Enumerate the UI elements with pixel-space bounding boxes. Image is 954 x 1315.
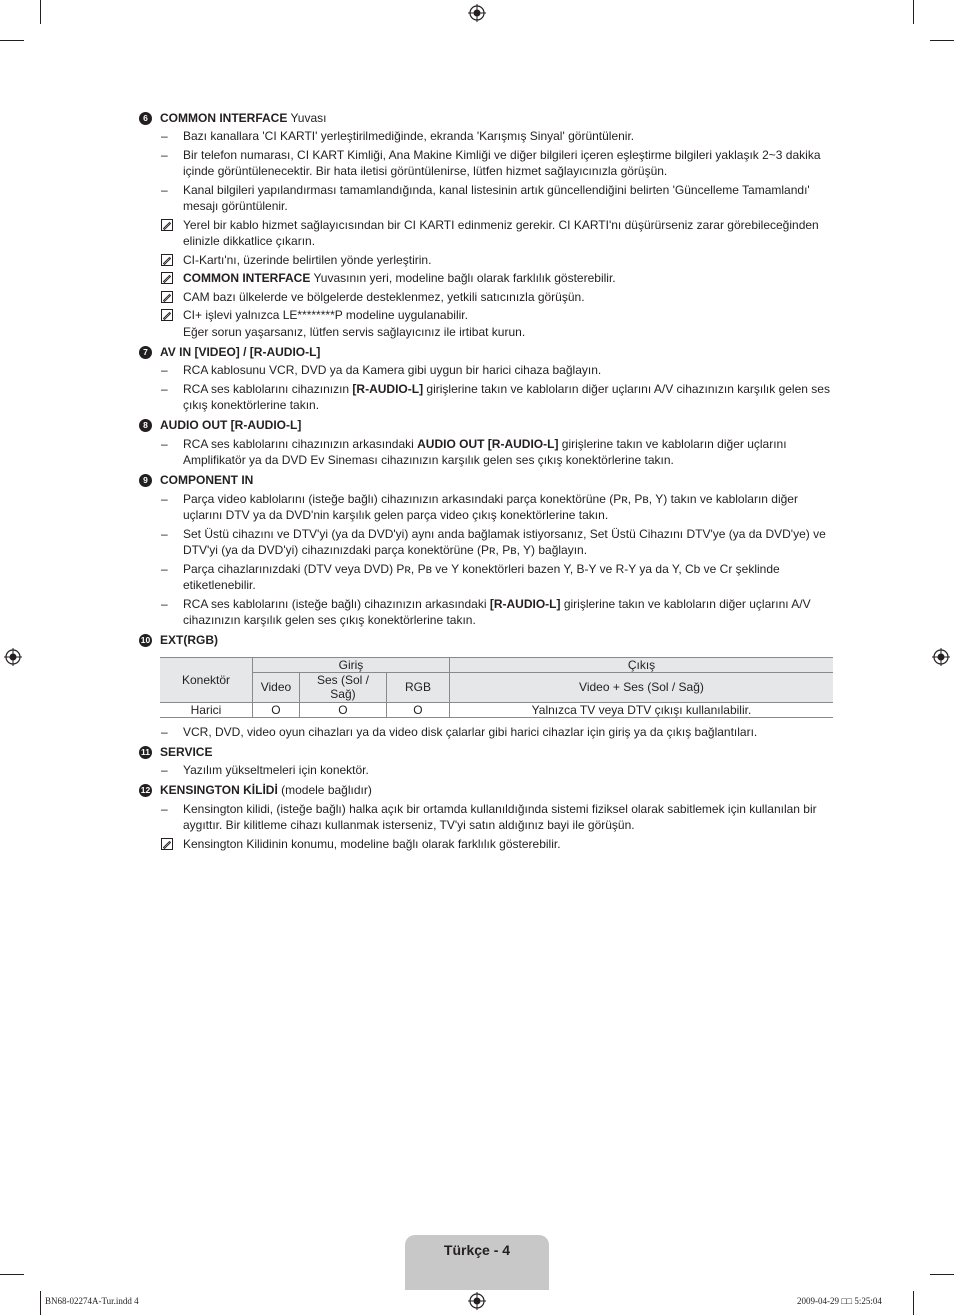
registration-mark-icon — [932, 648, 950, 666]
section-title-text: COMPONENT IN — [160, 473, 254, 488]
section-title-suffix: Yuvası — [287, 110, 327, 125]
section-heading — [139, 744, 839, 760]
dash-bullet: – — [161, 381, 168, 396]
section-number-badge: 11 — [141, 746, 150, 757]
dash-bullet: – — [161, 724, 168, 739]
crop-mark — [930, 1274, 954, 1275]
item-text — [183, 253, 431, 267]
item-text-main: Kensington Kilidinin konumu, modeline bağlı olarak farklılık gösterebilir. — [183, 836, 561, 851]
header-cikis: Çıkış — [449, 657, 833, 672]
section-number-badge: 12 — [140, 785, 151, 796]
item-text — [183, 308, 525, 339]
table-cell-ses: O — [299, 702, 386, 717]
section-heading — [139, 783, 839, 799]
item-text-bold: COMMON INTERFACE — [183, 271, 311, 285]
item-text — [183, 562, 780, 593]
list-item — [139, 724, 839, 741]
note-icon — [161, 272, 173, 284]
dash-bullet: – — [161, 561, 168, 576]
list-item — [139, 381, 839, 414]
item-text-bold: AUDIO OUT [R-AUDIO-L] — [417, 436, 559, 451]
crop-mark — [0, 40, 24, 41]
registration-mark-icon — [4, 648, 22, 666]
item-text-pre: RCA ses kablolarını cihazınızın — [183, 381, 353, 396]
list-item — [139, 147, 839, 180]
note-item — [139, 836, 839, 853]
file-slug: BN68-02274A-Tur.indd 4 — [45, 1296, 139, 1306]
note-icon — [161, 838, 173, 850]
header-video: Video — [252, 672, 299, 702]
item-text-main: Set Üstü cihazını ve DTV'yi (ya da DVD'yi) aynı anda bağlamak istiyorsanız, Set Üstü Cihazını DTV'ye (ya da DVD'ye) ve DTV'yi (ya da DVD'yi) cihazınızdaki parça konektörüne (Pʀ, Pʙ, Y) bağlayın. — [183, 526, 826, 557]
page-label: Türkçe - 4 — [443, 1242, 511, 1258]
section-title-suffix: (modele bağlıdır) — [277, 783, 372, 798]
item-text — [183, 290, 585, 304]
list-item — [139, 596, 839, 629]
section-number-badge: 6 — [139, 112, 152, 125]
item-text — [183, 492, 798, 523]
dash-bullet: – — [161, 182, 168, 197]
dash-bullet: – — [161, 147, 168, 162]
crop-mark — [913, 1291, 914, 1315]
item-text-main: girişlerine takın ve kabloların diğer uçlarını Amplifikatör ya da DVD Ev Sineması cihazınızın karşılık gelen ses çıkış konektörlerine takın. — [183, 436, 787, 467]
header-out: Video + Ses (Sol / Sağ) — [449, 672, 833, 702]
table-row-name: Harici — [160, 702, 252, 717]
section-title-text: AUDIO OUT [R-AUDIO-L] — [160, 418, 302, 433]
item-text — [183, 802, 817, 833]
crop-mark — [40, 0, 41, 24]
item-text-main: Yerel bir kablo hizmet sağlayıcısından bir CI KARTI edinmeniz gerekir. CI KARTI'nı düşürürseniz zarar görebileceğinden elinizle dikkatlice çıkarın. — [183, 217, 819, 248]
table-cell-video: O — [252, 702, 299, 717]
header-ses: Ses (Sol / Sağ) — [299, 672, 386, 702]
dash-bullet: – — [161, 596, 168, 611]
item-text-main: girişlerine takın ve kabloların diğer uçlarını A/V cihazınızın karşılık gelen ses çıkış konektörlerine takın. — [183, 381, 830, 412]
list-item — [139, 362, 839, 379]
item-text — [183, 271, 616, 285]
note-item — [139, 289, 839, 306]
section-title-text: COMMON INTERFACE — [160, 110, 288, 125]
note-icon — [161, 254, 173, 266]
section-title-text: KENSINGTON KİLİDİ — [160, 783, 278, 798]
note-item — [139, 252, 839, 269]
note-icon — [161, 291, 173, 303]
item-text — [183, 382, 830, 413]
list-item — [139, 436, 839, 469]
item-text — [183, 129, 634, 143]
section-title — [160, 417, 301, 434]
list-item — [139, 762, 839, 779]
item-text-main: Yuvasının yeri, modeline bağlı olarak farklılık gösterebilir. — [310, 271, 616, 285]
item-text — [183, 725, 757, 739]
dash-bullet: – — [161, 363, 168, 377]
item-text — [183, 363, 601, 377]
note-icon — [161, 309, 173, 321]
section-number-badge: 9 — [139, 474, 152, 487]
item-text-bold: [R-AUDIO-L] — [352, 381, 424, 396]
list-item — [139, 491, 839, 524]
header-rgb: RGB — [386, 672, 449, 702]
section-title — [160, 632, 218, 649]
crop-mark — [930, 40, 954, 41]
item-text-main: Kanal bilgileri yapılandırması tamamlandığında, kanal listesinin artık güncellendiğini belirten 'Güncelleme Tamamlandı' mesajı görüntülenir. — [183, 182, 810, 213]
item-text-main: Bir telefon numarası, CI KART Kimliği, Ana Makine Kimliği ve diğer bilgileri içeren eşleştirme bilgileri yaklaşık 2~3 dakika içinde görüntülenecektir. Bir hata iletisi görüntülenirse, lütfen hizmet sağlayıcınızla görüşün. — [183, 147, 821, 178]
note-item — [139, 307, 839, 340]
item-text — [183, 837, 561, 851]
section-heading — [139, 633, 839, 649]
page-number-tab — [405, 1235, 549, 1290]
item-text — [183, 183, 810, 214]
item-text — [183, 218, 819, 249]
section-title — [160, 110, 326, 127]
section-heading — [139, 418, 839, 434]
section-title-text: EXT(RGB) — [160, 633, 218, 648]
document-body — [139, 110, 839, 854]
table-cell-out: Yalnızca TV veya DTV çıkışı kullanılabilir. — [449, 702, 833, 717]
section-number-badge: 10 — [140, 635, 151, 646]
item-text — [183, 763, 369, 777]
item-text — [183, 597, 811, 628]
date-slug: 2009-04-29 □□ 5:25:04 — [797, 1296, 882, 1306]
item-text-bold: [R-AUDIO-L] — [489, 596, 561, 611]
section-number-badge: 7 — [139, 346, 152, 359]
item-text-main: VCR, DVD, video oyun cihazları ya da video disk çalarlar gibi harici cihazlar için giriş ya da çıkış bağlantıları. — [183, 724, 758, 739]
item-text-pre: RCA ses kablolarını cihazınızın arkasındaki — [183, 436, 418, 451]
item-text-main: CAM bazı ülkelerde ve bölgelerde desteklenmez, yetkili satıcınızla görüşün. — [183, 289, 585, 304]
list-item — [139, 561, 839, 594]
dash-bullet: – — [161, 763, 168, 777]
dash-bullet: – — [161, 801, 168, 816]
crop-mark — [0, 1274, 24, 1275]
section-title — [160, 782, 372, 799]
ext-rgb-table — [160, 657, 833, 718]
section-heading — [139, 473, 839, 489]
table-cell-rgb: O — [386, 702, 449, 717]
item-text-main: RCA kablosunu VCR, DVD ya da Kamera gibi uygun bir harici cihaza bağlayın. — [183, 363, 602, 377]
section-title — [160, 344, 320, 361]
item-text-pre: RCA ses kablolarını (isteğe bağlı) cihazınızın arkasındaki — [183, 596, 490, 611]
header-konektor: Konektör — [160, 657, 252, 702]
item-text — [183, 437, 787, 468]
section-title — [160, 744, 212, 761]
crop-mark — [40, 1291, 41, 1315]
list-item — [139, 182, 839, 215]
section-title-text: SERVICE — [160, 744, 213, 759]
item-text-main: Parça cihazlarınızdaki (DTV veya DVD) Pʀ, Pʙ ve Y konektörleri bazen Y, B-Y ve R-Y ya da Y, Cb ve Cr şeklinde etiketlenebilir. — [183, 561, 780, 592]
section-heading — [139, 344, 839, 360]
item-text-main: CI+ işlevi yalnızca LE********P modeline uygulanabilir. — [183, 308, 468, 322]
note-item — [139, 270, 839, 287]
note-icon — [161, 219, 173, 231]
item-text — [183, 527, 826, 558]
dash-bullet: – — [161, 526, 168, 541]
dash-bullet: – — [161, 129, 168, 143]
item-text-main: CI-Kartı'nı, üzerinde belirtilen yönde yerleştirin. — [183, 252, 432, 267]
dash-bullet: – — [161, 491, 168, 506]
dash-bullet: – — [161, 436, 168, 451]
item-text-line2: Eğer sorun yaşarsanız, lütfen servis sağlayıcınız ile irtibat kurun. — [183, 324, 526, 339]
header-giris: Giriş — [252, 657, 449, 672]
list-item — [139, 128, 839, 145]
item-text-main: Parça video kablolarını (isteğe bağlı) cihazınızın arkasındaki parça konektörüne (Pʀ, Pʙ, Y) takın ve kabloların diğer uçlarını DTV ya da DVD'nin karşılık gelen parça video çıkış konektörlerine takın. — [183, 491, 798, 522]
item-text — [183, 148, 821, 179]
section-title-text: AV IN [VIDEO] / [R-AUDIO-L] — [160, 344, 321, 359]
section-heading — [139, 110, 839, 126]
list-item — [139, 801, 839, 834]
item-text-main: Yazılım yükseltmeleri için konektör. — [183, 763, 369, 777]
registration-mark-icon — [468, 1292, 486, 1310]
list-item — [139, 526, 839, 559]
item-text-main: girişlerine takın ve kabloların diğer uçlarını A/V cihazınızın karşılık gelen ses çıkış konektörlerine takın. — [183, 596, 811, 627]
section-number-badge: 8 — [139, 419, 152, 432]
item-text-main: Bazı kanallara 'CI KARTI' yerleştirilmediğinde, ekranda 'Karışmış Sinyal' görüntülenir. — [183, 129, 635, 143]
item-text-main: Kensington kilidi, (isteğe bağlı) halka açık bir ortamda kullanıldığında sistemi fiziksel olarak sabitlemek için kullanılan bir aygıttır. Bir kilitleme cihazı kullanmak isterseniz, TV'yi satın aldığınız bayi ile görüşün. — [183, 801, 817, 832]
note-item — [139, 217, 839, 250]
section-title — [160, 472, 253, 489]
registration-mark-icon — [468, 4, 486, 22]
crop-mark — [913, 0, 914, 24]
